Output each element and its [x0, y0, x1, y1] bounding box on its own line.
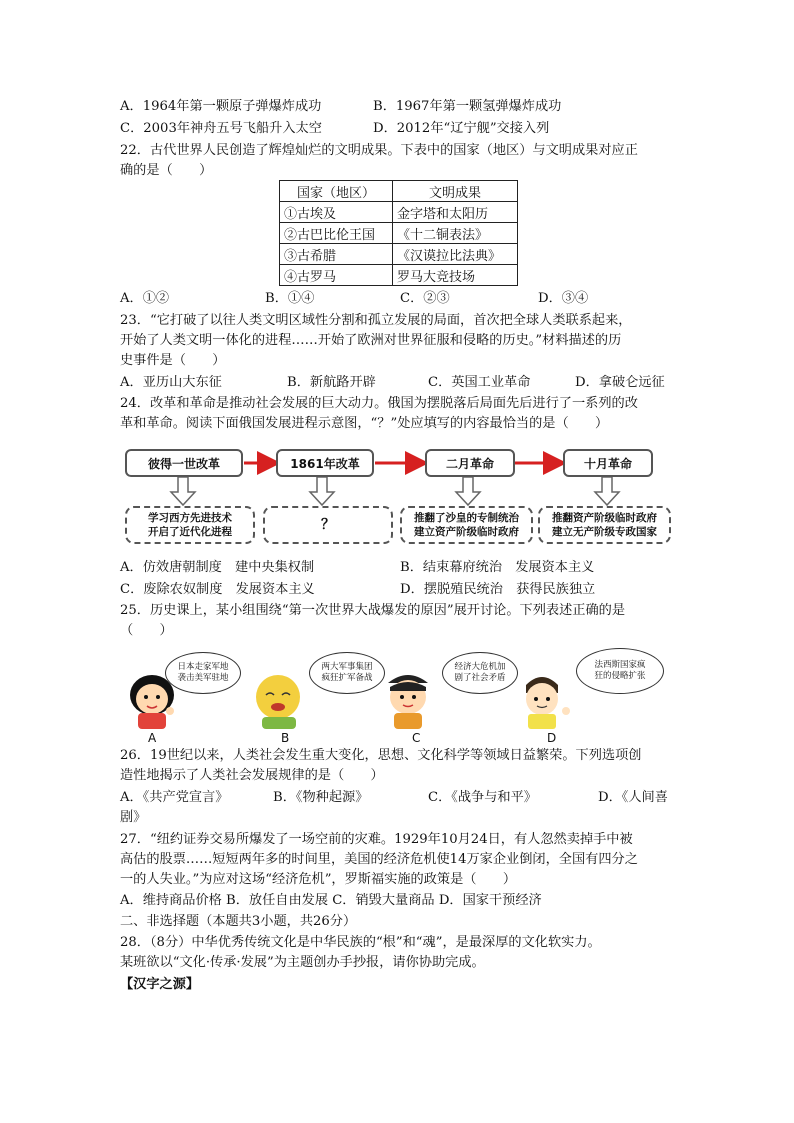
q26-option-d-continued: 剧》: [120, 810, 147, 825]
flow-stage-february-revolution: 二月革命: [425, 449, 515, 477]
q24-stem-line-2: 革和革命。阅读下面俄国发展进程示意图，“？”处应填写的内容最恰当的是（ ）: [120, 416, 609, 431]
flow-result-2-unknown: ？: [263, 506, 393, 544]
table-cell: ①古埃及: [280, 202, 393, 223]
q23-stem-line-3: 史事件是（ ）: [120, 353, 226, 368]
q23-option-c: C．英国工业革命: [428, 375, 531, 390]
q24-option-d: D．摆脱殖民统治 获得民族独立: [400, 582, 596, 597]
q27-stem-line-3: 一的人失业。”为应对这场“经济危机”，罗斯福实施的政策是（ ）: [120, 872, 517, 887]
q26-option-b: B．《物种起源》: [273, 790, 369, 805]
flow-arrow-down: [310, 477, 334, 505]
flow-result-1-line-1: 学习西方先进技术: [148, 512, 232, 524]
speech-bubble-a-line-2: 袭击美军驻地: [177, 673, 229, 683]
speech-bubble-d: [576, 648, 664, 694]
table-cell: 罗马大竞技场: [393, 265, 518, 286]
flow-result-4-line-2: 建立无产阶级专政国家: [552, 526, 657, 538]
q21-option-d: D．2012年“辽宁舰”交接入列: [373, 121, 550, 136]
sub-heading-hanzi-origin: 【汉字之源】: [120, 977, 200, 992]
flow-result-4-line-1: 推翻资产阶级临时政府: [552, 512, 657, 524]
bald-boy-figure-icon: [256, 675, 300, 729]
figure-label-b: B: [281, 731, 290, 745]
student-figure-icon: [526, 677, 570, 729]
flow-arrow-down: [456, 477, 480, 505]
q21-option-b: B．1967年第一颗氢弹爆炸成功: [373, 99, 562, 114]
girl-figure-icon: [130, 675, 174, 729]
figure-label-d: D: [547, 731, 557, 745]
flow-stage-peter-reform: 彼得一世改革: [125, 449, 243, 477]
table-cell: 金字塔和太阳历: [393, 202, 518, 223]
q25-stem-line-2: （ ）: [120, 623, 173, 638]
flow-result-1-line-2: 开启了近代化进程: [148, 526, 232, 538]
table-cell: 《汉谟拉比法典》: [393, 244, 518, 265]
table-header-cell: 国家（地区）: [280, 181, 393, 202]
q22-stem-line-1: 22．古代世界人民创造了辉煌灿烂的文明成果。下表中的国家（地区）与文明成果对应正: [120, 143, 638, 158]
speech-bubble-c: [442, 652, 518, 694]
q23-option-a: A．亚历山大东征: [120, 375, 222, 390]
q25-stem-line-1: 25．历史课上，某小组围绕“第一次世界大战爆发的原因”展开讨论。下列表述正确的是: [120, 603, 626, 618]
q24-option-a: A．仿效唐朝制度 建中央集权制: [120, 560, 315, 575]
table-cell: ③古希腊: [280, 244, 393, 265]
q24-option-b: B．结束幕府统治 发展资本主义: [400, 560, 595, 575]
speech-bubble-c-line-1: 经济大危机加: [454, 662, 506, 672]
speech-bubble-d-line-1: 法西斯国家疯: [594, 660, 646, 670]
q24-stem-line-1: 24．改革和革命是推动社会发展的巨大动力。俄国为摆脱落后局面先后进行了一系列的改: [120, 396, 638, 411]
table-cell: ②古巴比伦王国: [280, 223, 393, 244]
q26-stem-line-1: 26．19世纪以来，人类社会发生重大变化，思想、文化科学等领域日益繁荣。下列选项创: [120, 748, 642, 763]
q28-stem-line-1: 28．（8分）中华优秀传统文化是中华民族的“根”和“魂”，是最深厚的文化软实力。: [120, 935, 601, 950]
flow-result-3-line-2: 建立资产阶级临时政府: [414, 526, 519, 538]
q21-option-c: C．2003年神舟五号飞船升入太空: [120, 121, 322, 136]
q23-stem-line-1: 23．“它打破了以往人类文明区域性分割和孤立发展的局面，首次把全球人类联系起来，: [120, 313, 632, 328]
q22-option-d: D．③④: [538, 291, 589, 306]
q22-option-c: C．②③: [400, 291, 450, 306]
q27-options: A．维持商品价格 B．放任自由发展 C．销毁大量商品 D．国家干预经济: [120, 893, 542, 908]
table-cell: 《十二铜表法》: [393, 223, 518, 244]
q26-option-d: D．《人间喜: [598, 790, 668, 805]
table-header-cell: 文明成果: [393, 181, 518, 202]
q23-option-d: D．拿破仑远征: [575, 375, 665, 390]
flow-result-4: [538, 506, 671, 544]
speech-bubble-b-line-2: 疯狂扩军备战: [321, 673, 373, 683]
flow-stage-1861-reform: 1861年改革: [276, 449, 374, 477]
speech-bubble-b-line-1: 两大军事集团: [321, 662, 373, 672]
flow-result-1: [125, 506, 255, 544]
flow-arrow-down: [171, 477, 195, 505]
flow-result-3-line-1: 推翻了沙皇的专制统治: [414, 512, 519, 524]
table-cell: ④古罗马: [280, 265, 393, 286]
section-2-heading: 二、非选择题（本题共3小题，共26分）: [120, 914, 357, 929]
q28-stem-line-2: 某班欲以“文化·传承·发展”为主题创办手抄报，请你协助完成。: [120, 955, 485, 970]
speech-bubble-b: [309, 652, 385, 694]
q27-stem-line-2: 高估的股票……短短两年多的时间里，美国的经济危机使14万家企业倒闭，全国有四分之: [120, 852, 638, 867]
q22-option-a: A．①②: [120, 291, 170, 306]
q27-stem-line-1: 27．“纽约证券交易所爆发了一场空前的灾难。1929年10月24日，有人忽然卖掉手中被: [120, 832, 633, 847]
q22-stem-line-2: 确的是（ ）: [120, 163, 213, 178]
speech-bubble-a-line-1: 日本走家军地: [177, 662, 229, 672]
flow-result-3: [400, 506, 533, 544]
q26-option-c: C．《战争与和平》: [428, 790, 537, 805]
q23-stem-line-2: 开始了人类文明一体化的进程……开始了欧洲对世界征服和侵略的历史。”材料描述的历: [120, 333, 622, 348]
speech-bubble-a: [165, 652, 241, 694]
speech-bubble-c-line-2: 剧了社会矛盾: [454, 673, 506, 683]
speech-bubble-d-line-2: 狂的侵略扩张: [594, 671, 646, 681]
figure-label-c: C: [412, 731, 421, 745]
q24-option-c: C．废除农奴制度 发展资本主义: [120, 582, 315, 597]
q22-option-b: B．①④: [265, 291, 315, 306]
q26-stem-line-2: 造性地揭示了人类社会发展规律的是（ ）: [120, 768, 384, 783]
figure-label-a: A: [148, 731, 157, 745]
q23-option-b: B．新航路开辟: [287, 375, 376, 390]
boy-figure-icon: [388, 675, 428, 729]
flow-arrow-down: [595, 477, 619, 505]
flow-stage-october-revolution: 十月革命: [563, 449, 653, 477]
q21-option-a: A．1964年第一颗原子弹爆炸成功: [120, 99, 322, 114]
q26-option-a: A．《共产党宣言》: [120, 790, 229, 805]
